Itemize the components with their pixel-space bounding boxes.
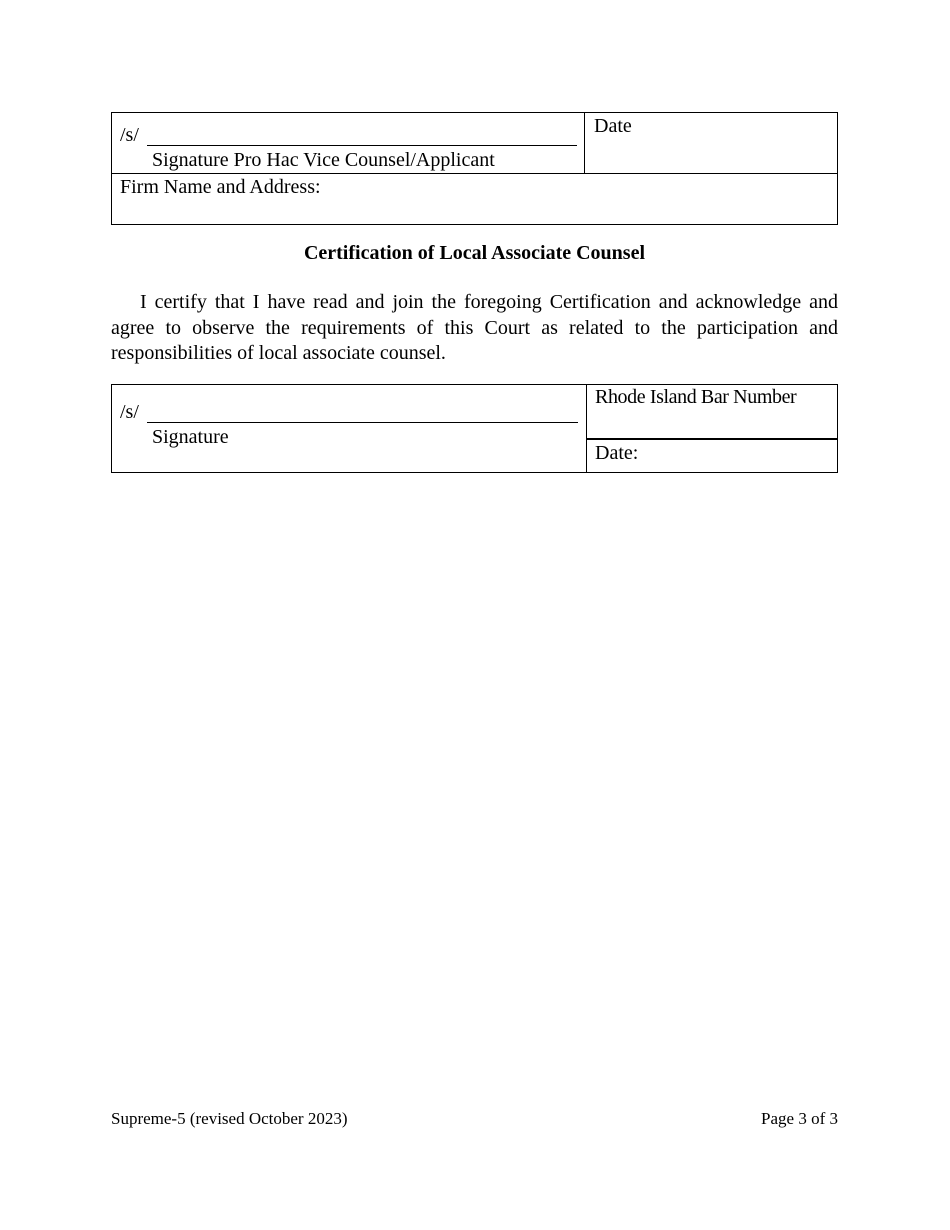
applicant-sig-prefix: /s/ — [120, 124, 139, 146]
bar-number-label: Rhode Island Bar Number — [595, 386, 797, 408]
applicant-table-divider — [584, 112, 585, 174]
applicant-sig-caption: Signature Pro Hac Vice Counsel/Applicant — [152, 149, 495, 171]
applicant-table-row-divider — [111, 173, 838, 174]
form-identifier: Supreme-5 (revised October 2023) — [111, 1109, 348, 1128]
applicant-date-label: Date — [594, 115, 632, 137]
local-sig-prefix: /s/ — [120, 401, 139, 423]
local-signature-line[interactable] — [147, 422, 578, 423]
local-table-row-divider — [586, 438, 838, 440]
local-counsel-statement: I certify that I have read and join the foregoing Certification and acknowledge and agree to observe the requirements of this Court as related to the participation and responsibilities of local associate counsel. — [111, 291, 838, 364]
local-counsel-heading: Certification of Local Associate Counsel — [303, 242, 646, 264]
page-number: Page 3 of 3 — [761, 1109, 838, 1128]
firm-name-address-label: Firm Name and Address: — [120, 176, 321, 198]
local-table-divider — [586, 384, 587, 473]
local-sig-caption: Signature — [152, 426, 229, 448]
applicant-signature-line[interactable] — [147, 145, 577, 146]
local-date-label: Date: — [595, 442, 639, 464]
